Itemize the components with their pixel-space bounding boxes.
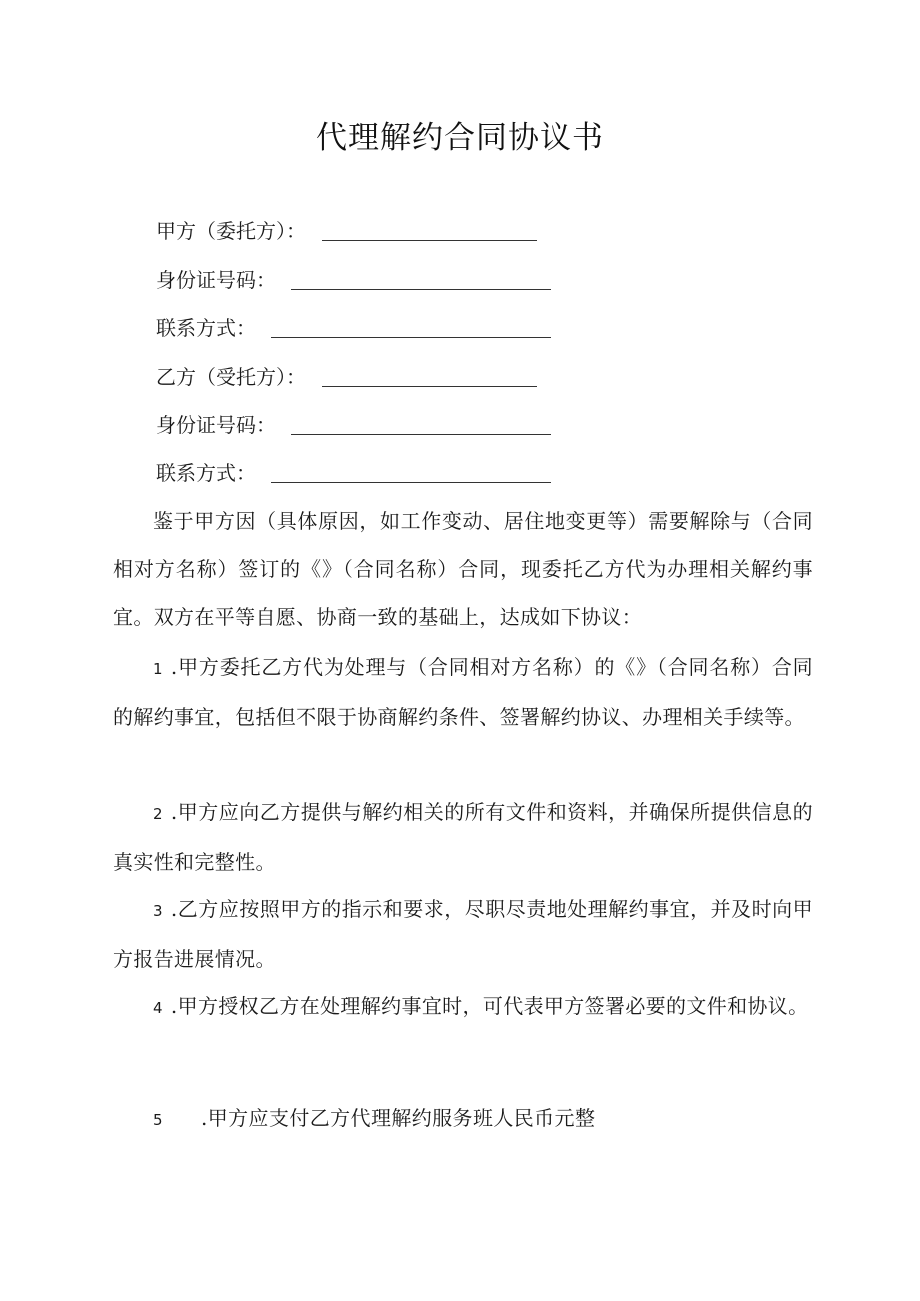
- party-a-id-label: 身份证号码：: [156, 268, 276, 292]
- preamble-paragraph: 鉴于甲方因（具体原因，如工作变动、居住地变更等）需要解除与（合同相对方名称）签订的《》（合同名称）合同，现委托乙方代为办理相关解约事宜。双方在平等自愿、协商一致的基础上，达成如下协议：: [113, 509, 813, 629]
- clause-2: [113, 788, 813, 886]
- party-a-contact-blank-line: [271, 315, 551, 338]
- clause-5-number: 5: [153, 1111, 163, 1129]
- party-b-contact-field: [156, 458, 551, 488]
- party-b-id-blank-line: [291, 412, 551, 435]
- party-a-id-field: [156, 265, 551, 295]
- clause-1-text: .甲方委托乙方代为处理与（合同相对方名称）的《》（合同名称）合同的解约事宜，包括但不限于协商解约条件、签署解约协议、办理相关手续等。: [113, 655, 813, 729]
- clause-3: [113, 885, 813, 983]
- clause-1: [113, 643, 813, 741]
- clause-5-text: .甲方应支付乙方代理解约服务班人民币元整: [201, 1106, 596, 1130]
- party-b-id-label: 身份证号码：: [156, 413, 276, 437]
- party-b-blank-line: [322, 364, 537, 387]
- party-b-field: [156, 362, 537, 392]
- party-b-contact-blank-line: [271, 460, 551, 483]
- clause-3-text: .乙方应按照甲方的指示和要求，尽职尽责地处理解约事宜，并及时向甲方报告进展情况。: [113, 897, 813, 971]
- party-b-id-field: [156, 410, 551, 440]
- party-a-field: [156, 216, 537, 246]
- party-a-contact-label: 联系方式：: [156, 316, 256, 340]
- clause-4-text: .甲方授权乙方在处理解约事宜时，可代表甲方签署必要的文件和协议。: [170, 994, 809, 1018]
- party-a-label: 甲方（委托方）：: [156, 219, 306, 243]
- clause-3-number: 3: [153, 902, 163, 920]
- clause-4-number: 4: [153, 999, 163, 1017]
- clause-1-number: 1: [153, 660, 163, 678]
- party-b-contact-label: 联系方式：: [156, 461, 256, 485]
- clause-2-text: .甲方应向乙方提供与解约相关的所有文件和资料，并确保所提供信息的真实性和完整性。: [113, 800, 813, 874]
- party-a-contact-field: [156, 313, 551, 343]
- clause-2-number: 2: [153, 805, 163, 823]
- clause-5: [153, 1094, 595, 1144]
- document-title: 代理解约合同协议书: [316, 120, 604, 156]
- clause-4: [113, 982, 813, 1032]
- party-a-id-blank-line: [291, 267, 551, 290]
- party-a-blank-line: [322, 218, 537, 241]
- party-b-label: 乙方（受托方）：: [156, 365, 306, 389]
